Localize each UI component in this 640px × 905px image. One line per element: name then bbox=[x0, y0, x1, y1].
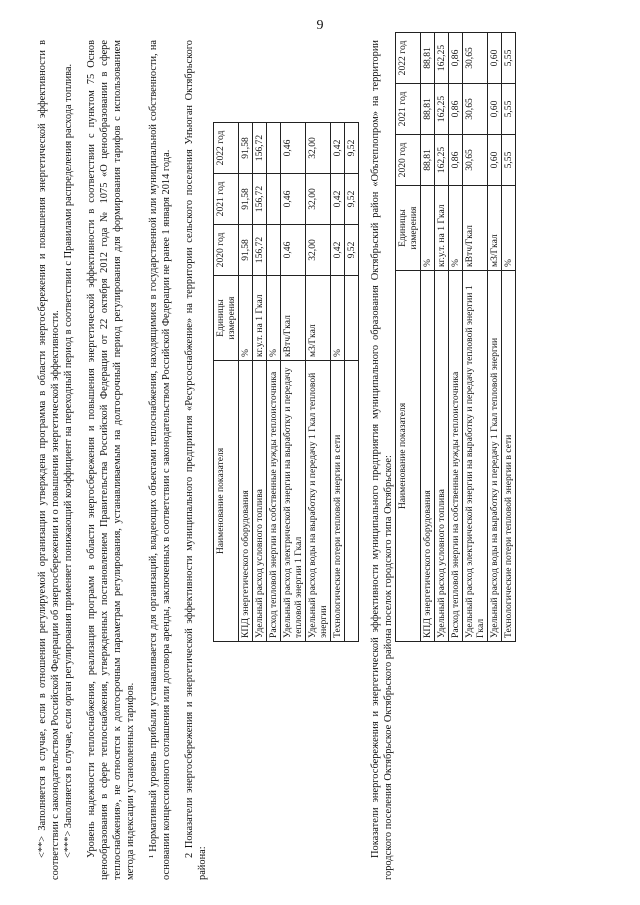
cell-unit: % bbox=[449, 186, 463, 271]
cell-2022: 88,81 bbox=[421, 33, 435, 84]
cell-indicator: Технологические потери тепловой энергии в сети bbox=[502, 271, 516, 642]
cell-2021: 88,81 bbox=[421, 84, 435, 135]
table-header-row bbox=[214, 123, 239, 642]
cell-2021: 0,46 bbox=[281, 174, 306, 225]
cell-indicator: КПД энергетического оборудования bbox=[239, 361, 253, 642]
header-unit: Единицы измерения bbox=[214, 276, 239, 361]
cell-unit: % bbox=[421, 186, 435, 271]
cell-2022: 9,52 bbox=[345, 123, 359, 174]
cell-unit: м3/Гкал bbox=[306, 276, 331, 361]
footnote-3: <***> Заполняется в случае, если орган регулирования применяет понижающий коэффициент на переходный период в соответствии с Правилами распределения расхода топлива. bbox=[63, 63, 74, 858]
cell-unit bbox=[345, 276, 359, 361]
cell-2022: 30,65 bbox=[463, 33, 488, 84]
cell-2020: 0,42 bbox=[331, 225, 345, 276]
table-row bbox=[306, 123, 331, 642]
cell-unit: % bbox=[267, 276, 281, 361]
cell-2021: 5,55 bbox=[502, 84, 516, 135]
cell-2020: 162,25 bbox=[435, 135, 449, 186]
cell-unit: % bbox=[239, 276, 253, 361]
cell-indicator: Расход тепловой энергии на собственные нужды теплоисточника bbox=[449, 271, 463, 642]
cell-indicator: КПД энергетического оборудования bbox=[421, 271, 435, 642]
cell-2022: 5,55 bbox=[502, 33, 516, 84]
header-year-2021: 2021 год bbox=[396, 84, 421, 135]
cell-indicator: Удельный расход условного топлива bbox=[253, 361, 267, 642]
cell-2022: 0,46 bbox=[281, 123, 306, 174]
page-number: 9 bbox=[316, 18, 324, 33]
header-year-2020: 2020 год bbox=[214, 225, 239, 276]
cell-2021: 162,25 bbox=[435, 84, 449, 135]
cell-unit: % bbox=[502, 186, 516, 271]
cell-2020: 30,65 bbox=[463, 135, 488, 186]
cell-2021: 0,42 bbox=[331, 174, 345, 225]
cell-indicator bbox=[345, 361, 359, 642]
header-year-2021: 2021 год bbox=[214, 174, 239, 225]
cell-2022: 0,86 bbox=[449, 33, 463, 84]
cell-2022 bbox=[267, 123, 281, 174]
cell-2020: 0,60 bbox=[488, 135, 502, 186]
cell-2020: 9,52 bbox=[345, 225, 359, 276]
table-row bbox=[502, 33, 516, 642]
table-row bbox=[253, 123, 267, 642]
cell-indicator: Удельный расход воды на выработку и передачу 1 Гкал тепловой энергии bbox=[306, 361, 331, 642]
cell-2022: 156,72 bbox=[253, 123, 267, 174]
table-row bbox=[281, 123, 306, 642]
cell-2021 bbox=[267, 174, 281, 225]
cell-2020: 156,72 bbox=[253, 225, 267, 276]
footnote-2: <**> Заполняется в случае, если в отношении регулируемой организации утверждена программа в области энергосбережения и повышения энергетической эффективности в соответствии с законодательством Российской Федерации об энергосбережении и о повышении энергетической эффективности. bbox=[37, 40, 61, 880]
cell-2021: 9,52 bbox=[345, 174, 359, 225]
cell-2021: 91,58 bbox=[239, 174, 253, 225]
header-indicator: Наименование показателя bbox=[396, 271, 421, 642]
cell-2021: 30,65 bbox=[463, 84, 488, 135]
header-year-2020: 2020 год bbox=[396, 135, 421, 186]
cell-2022: 0,60 bbox=[488, 33, 502, 84]
cell-2021: 32,00 bbox=[306, 174, 331, 225]
cell-indicator: Удельный расход условного топлива bbox=[435, 271, 449, 642]
table-row bbox=[267, 123, 281, 642]
header-year-2022: 2022 год bbox=[396, 33, 421, 84]
cell-2022: 162,25 bbox=[435, 33, 449, 84]
cell-2022: 0,42 bbox=[331, 123, 345, 174]
cell-2021: 0,60 bbox=[488, 84, 502, 135]
header-year-2022: 2022 год bbox=[214, 123, 239, 174]
table-row bbox=[449, 33, 463, 642]
section-1-title: 2 Показатели энергосбережения и энергетической эффективности муниципального предприятия «Ресурсоснабжение» на территории сельского поселения Унъюган Октябрьского района: bbox=[184, 40, 208, 880]
cell-unit: кВтч/Гкал bbox=[281, 276, 306, 361]
table-header-row bbox=[396, 33, 421, 642]
cell-unit: м3/Гкал bbox=[488, 186, 502, 271]
cell-2021: 0,86 bbox=[449, 84, 463, 135]
rotated-page-content bbox=[36, 40, 636, 880]
header-indicator: Наименование показателя bbox=[214, 361, 239, 642]
paragraph-reliability-level: Уровень надежности теплоснабжения, реализация программ в области энергосбережения и повышения энергетической эффективности в соответствии с пунктом 75 Основ ценообразования в сфере теплоснабжения, утвержденных постановлением Правительства Российской Федерации от 22 октября 2012 года № 1075 «О ценообразовании в сфере теплоснабжения», не относятся к долгосрочным параметрам регулирования, устанавливаемым на долгосрочный период регулирования для формирования тарифов с использованием метода индексации установленных тарифов. bbox=[86, 40, 136, 880]
cell-2021: 156,72 bbox=[253, 174, 267, 225]
table-row bbox=[345, 123, 359, 642]
cell-2020: 0,86 bbox=[449, 135, 463, 186]
cell-unit: кВтч/Гкал bbox=[463, 186, 488, 271]
header-unit: Единицы измерения bbox=[396, 186, 421, 271]
table-row bbox=[331, 123, 345, 642]
cell-2022: 91,58 bbox=[239, 123, 253, 174]
cell-2022: 32,00 bbox=[306, 123, 331, 174]
cell-indicator: Технологические потери тепловой энергии в сети bbox=[331, 361, 345, 642]
table-row bbox=[239, 123, 253, 642]
cell-2020: 88,81 bbox=[421, 135, 435, 186]
cell-2020: 0,46 bbox=[281, 225, 306, 276]
table-row bbox=[435, 33, 449, 642]
cell-indicator: Удельный расход электрической энергии на выработку и передачу тепловой энергии 1 Гкал bbox=[463, 271, 488, 642]
cell-2020: 5,55 bbox=[502, 135, 516, 186]
cell-indicator: Удельный расход электрической энергии на выработку и передачу тепловой энергии 1 Гкал bbox=[281, 361, 306, 642]
cell-indicator: Расход тепловой энергии на собственные нужды теплоисточника bbox=[267, 361, 281, 642]
cell-2020: 32,00 bbox=[306, 225, 331, 276]
table-row bbox=[463, 33, 488, 642]
energy-indicators-table-1 bbox=[213, 122, 359, 642]
cell-unit: % bbox=[331, 276, 345, 361]
cell-2020: 91,58 bbox=[239, 225, 253, 276]
cell-unit: кг.у.т. на 1 Гкал bbox=[253, 276, 267, 361]
table-row bbox=[488, 33, 502, 642]
cell-indicator: Удельный расход воды на выработку и передачу 1 Гкал тепловой энергии bbox=[488, 271, 502, 642]
cell-unit: кг.у.т. на 1 Гкал bbox=[435, 186, 449, 271]
paragraph-profit-level: ¹ Нормативный уровень прибыли устанавливается для организаций, владеющих объектами теплоснабжения, находящимися в государственной или муниципальной собственности, на основании концессионного соглашения или договора аренды, заключенных в соответствии с законодательством Российской Федерации не ранее 1 января 2014 года. bbox=[148, 40, 172, 880]
section-2-title: Показатели энергосбережения и энергетической эффективности муниципального предприятия муниципального образования Октябрьский район «Обътеплопром» на территории городского поселения Октябрьское Октябрьского района поселок городского типа Октябрьское: bbox=[370, 40, 394, 880]
table-row bbox=[421, 33, 435, 642]
energy-indicators-table-2 bbox=[395, 32, 516, 642]
cell-2020 bbox=[267, 225, 281, 276]
